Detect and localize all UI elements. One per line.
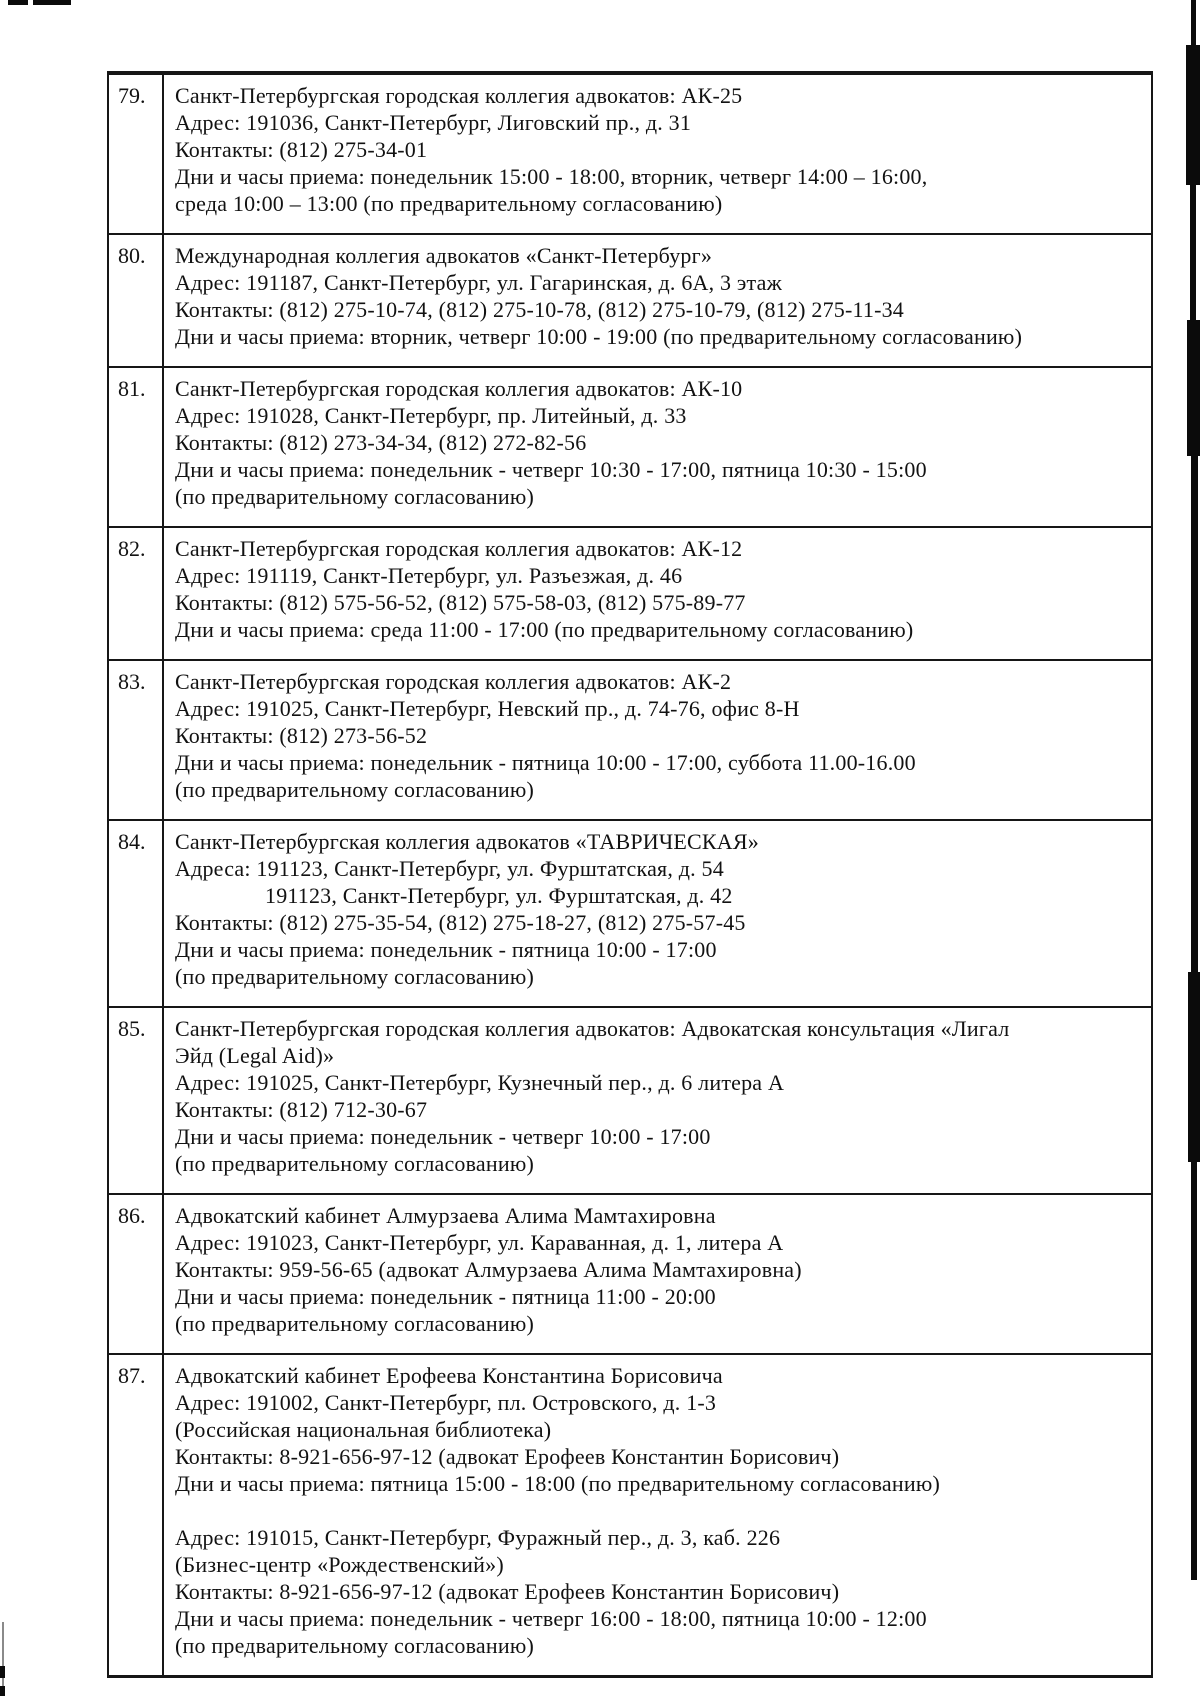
table-row: [109, 528, 1151, 661]
table-row: [109, 75, 1151, 235]
lawyer-directory-table: [107, 71, 1153, 1678]
entry-line: Контакты: (812) 275-10-74, (812) 275-10-78, (812) 275-10-79, (812) 275-11-34: [175, 297, 905, 322]
row-content: [164, 75, 1151, 233]
entry-line: Дни и часы приема: понедельник 15:00 - 18:00, вторник, четверг 14:00 – 16:00,: [175, 164, 928, 189]
entry-line: Санкт-Петербургская городская коллегия адвокатов: АК-12: [175, 536, 743, 561]
row-content: [164, 1355, 1151, 1675]
entry-line: Дни и часы приема: понедельник - пятница 10:00 - 17:00: [175, 937, 717, 962]
row-number: 86.: [109, 1195, 164, 1353]
entry-line: Контакты: (812) 712-30-67: [175, 1097, 428, 1122]
entry-line: Санкт-Петербургская городская коллегия адвокатов: АК-10: [175, 376, 743, 401]
entry-line: Адрес: 191036, Санкт-Петербург, Лиговский пр., д. 31: [175, 110, 692, 135]
entry-line: среда 10:00 – 13:00 (по предварительному согласованию): [175, 191, 723, 216]
table-row: [109, 235, 1151, 368]
entry-line: Контакты: (812) 273-34-34, (812) 272-82-56: [175, 430, 587, 455]
table-row: [109, 1195, 1151, 1355]
entry-line: (Бизнес-центр «Рождественский»): [175, 1552, 504, 1577]
row-content: [164, 1195, 1151, 1353]
entry-line: Контакты: 959-56-65 (адвокат Алмурзаева Алима Мамтахировна): [175, 1257, 802, 1282]
entry-line: Контакты: 8-921-656-97-12 (адвокат Ерофеев Константин Борисович): [175, 1444, 840, 1469]
row-content: [164, 235, 1151, 366]
row-number: 82.: [109, 528, 164, 659]
entry-line: Дни и часы приема: понедельник - четверг 10:30 - 17:00, пятница 10:30 - 15:00: [175, 457, 927, 482]
row-content: [164, 821, 1151, 1006]
entry-line: Дни и часы приема: понедельник - пятница 11:00 - 20:00: [175, 1284, 716, 1309]
entry-line: [175, 1497, 1137, 1524]
entry-line: Адрес: 191015, Санкт-Петербург, Фуражный пер., д. 3, каб. 226: [175, 1525, 781, 1550]
entry-line: (по предварительному согласованию): [175, 964, 534, 989]
entry-line: Санкт-Петербургская городская коллегия адвокатов: АК-25: [175, 83, 743, 108]
table-row: [109, 368, 1151, 528]
entry-line: (Российская национальная библиотека): [175, 1417, 552, 1442]
entry-line: Адрес: 191023, Санкт-Петербург, ул. Караванная, д. 1, литера А: [175, 1230, 784, 1255]
row-content: [164, 528, 1151, 659]
entry-line: Адрес: 191002, Санкт-Петербург, пл. Островского, д. 1-3: [175, 1390, 717, 1415]
row-number: 80.: [109, 235, 164, 366]
table-row: [109, 821, 1151, 1008]
row-number: 81.: [109, 368, 164, 526]
entry-line: Дни и часы приема: понедельник - четверг 16:00 - 18:00, пятница 10:00 - 12:00: [175, 1606, 927, 1631]
entry-line: Контакты: (812) 575-56-52, (812) 575-58-03, (812) 575-89-77: [175, 590, 746, 615]
entry-line: Адвокатский кабинет Алмурзаева Алима Мамтахировна: [175, 1203, 716, 1228]
entry-line: Дни и часы приема: понедельник - пятница 10:00 - 17:00, суббота 11.00-16.00: [175, 750, 916, 775]
entry-line: Дни и часы приема: вторник, четверг 10:00 - 19:00 (по предварительному согласованию): [175, 324, 1023, 349]
entry-line: Дни и часы приема: среда 11:00 - 17:00 (по предварительному согласованию): [175, 617, 914, 642]
entry-line: Контакты: (812) 273-56-52: [175, 723, 428, 748]
entry-line: Контакты: 8-921-656-97-12 (адвокат Ерофеев Константин Борисович): [175, 1579, 840, 1604]
entry-line: Международная коллегия адвокатов «Санкт-Петербург»: [175, 243, 713, 268]
entry-line: Санкт-Петербургская коллегия адвокатов «ТАВРИЧЕСКАЯ»: [175, 829, 759, 854]
entry-line: Контакты: (812) 275-35-54, (812) 275-18-27, (812) 275-57-45: [175, 910, 746, 935]
entry-line: (по предварительному согласованию): [175, 1151, 534, 1176]
entry-line: Дни и часы приема: пятница 15:00 - 18:00 (по предварительному согласованию): [175, 1471, 940, 1496]
entry-line: Дни и часы приема: понедельник - четверг 10:00 - 17:00: [175, 1124, 711, 1149]
entry-line: Санкт-Петербургская городская коллегия адвокатов: Адвокатская консультация «Лигал: [175, 1016, 1010, 1041]
entry-line: Адрес: 191025, Санкт-Петербург, Невский пр., д. 74-76, офис 8-Н: [175, 696, 800, 721]
entry-line: Контакты: (812) 275-34-01: [175, 137, 428, 162]
row-number: 79.: [109, 75, 164, 233]
entry-line: Адрес: 191119, Санкт-Петербург, ул. Разъезжая, д. 46: [175, 563, 683, 588]
entry-line: Адрес: 191187, Санкт-Петербург, ул. Гагаринская, д. 6А, 3 этаж: [175, 270, 782, 295]
entry-line: Эйд (Legal Aid)»: [175, 1043, 335, 1068]
row-content: [164, 1008, 1151, 1193]
entry-line: (по предварительному согласованию): [175, 1311, 534, 1336]
row-number: 83.: [109, 661, 164, 819]
entry-line: 191123, Санкт-Петербург, ул. Фурштатская, д. 42: [265, 883, 733, 908]
entry-line: Санкт-Петербургская городская коллегия адвокатов: АК-2: [175, 669, 732, 694]
entry-line: Адреса: 191123, Санкт-Петербург, ул. Фурштатская, д. 54: [175, 856, 724, 881]
entry-line: Адрес: 191028, Санкт-Петербург, пр. Литейный, д. 33: [175, 403, 687, 428]
entry-line: (по предварительному согласованию): [175, 777, 534, 802]
table-row: [109, 661, 1151, 821]
entry-line: (по предварительному согласованию): [175, 1633, 534, 1658]
table-row: [109, 1355, 1151, 1675]
row-number: 87.: [109, 1355, 164, 1675]
row-number: 85.: [109, 1008, 164, 1193]
entry-line: (по предварительному согласованию): [175, 484, 534, 509]
table-row: [109, 1008, 1151, 1195]
entry-line: Адрес: 191025, Санкт-Петербург, Кузнечный пер., д. 6 литера А: [175, 1070, 785, 1095]
entry-line: Адвокатский кабинет Ерофеева Константина Борисовича: [175, 1363, 723, 1388]
row-content: [164, 368, 1151, 526]
row-content: [164, 661, 1151, 819]
row-number: 84.: [109, 821, 164, 1006]
